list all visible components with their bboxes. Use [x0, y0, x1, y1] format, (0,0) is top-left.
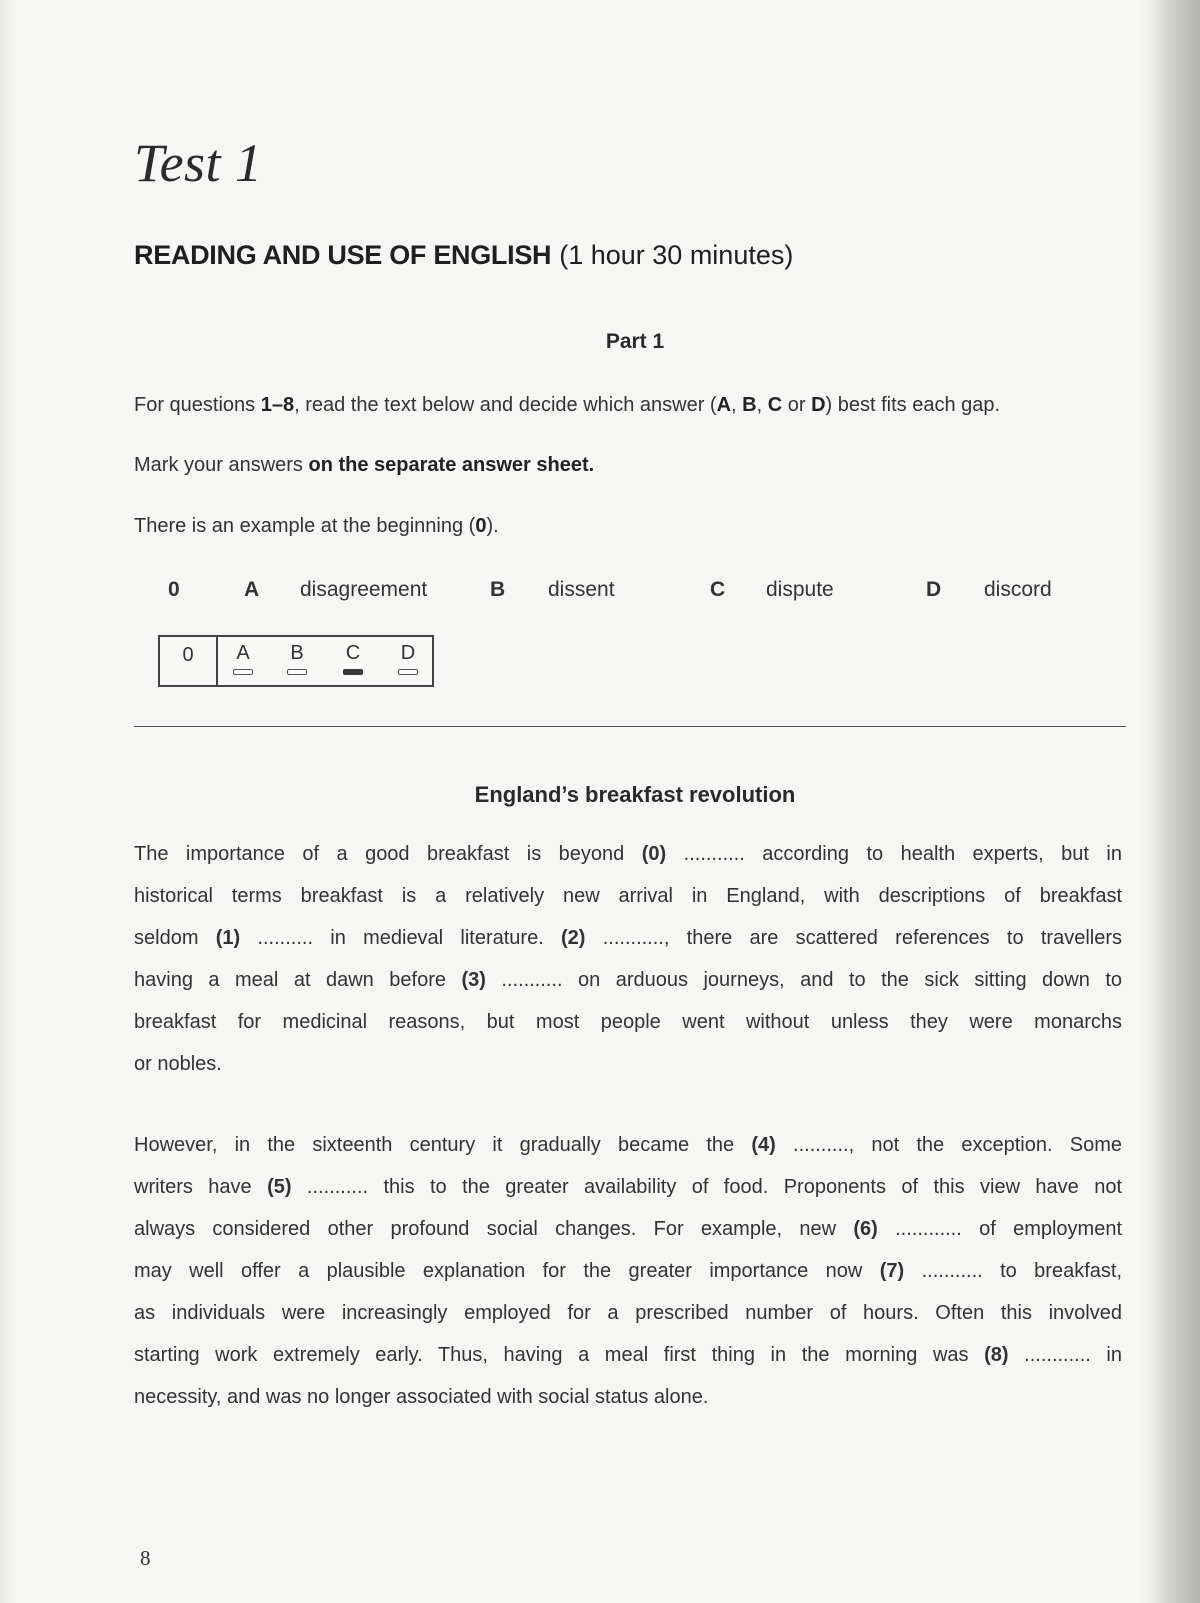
passage-text: necessity, and was no longer associated with social status alone. — [134, 1386, 709, 1408]
instruction-text: There is an example at the beginning ( — [134, 515, 476, 537]
passage-text: ..........., there are scattered references to travellers — [585, 927, 1123, 949]
passage-text: seldom — [134, 927, 216, 949]
answer-bubble — [233, 669, 253, 675]
passage-line — [134, 1334, 1122, 1376]
example-question-number: 0 — [168, 578, 180, 601]
passage-text: starting work extremely early. Thus, having a meal first thing in the morning was — [134, 1344, 985, 1366]
gap-number: (2) — [561, 927, 586, 949]
gap-number: (8) — [984, 1344, 1009, 1366]
gap-number: (7) — [879, 1260, 905, 1282]
gap-number: (4) — [751, 1134, 776, 1156]
option-letter: B — [742, 394, 757, 416]
passage-line — [134, 959, 1122, 1001]
passage-text: The importance of a good breakfast is beyond — [134, 843, 642, 865]
passage-text: historical terms breakfast is a relatively new arrival in England, with descriptions of breakfast — [134, 885, 1122, 907]
part-label: Part 1 — [605, 330, 665, 353]
instruction-text: , — [731, 394, 743, 416]
passage-text: writers have — [134, 1176, 268, 1198]
passage-text: ........... this to the greater availability of food. Proponents of this view have not — [291, 1176, 1122, 1198]
passage-title: England’s breakfast revolution — [474, 782, 796, 807]
passage-line — [134, 1292, 1122, 1334]
test-title: Test 1 — [134, 133, 263, 193]
instruction-text: , read the text below and decide which answer ( — [294, 394, 717, 416]
instruction-emphasis: on the separate answer sheet. — [308, 454, 595, 476]
passage-line — [134, 875, 1122, 917]
question-range: 1–8 — [260, 394, 295, 416]
section-title: READING AND USE OF ENGLISH — [134, 240, 552, 270]
passage-line — [134, 1376, 1122, 1418]
gap-number: (0) — [641, 843, 667, 865]
instruction-text: or — [782, 394, 812, 416]
section-duration: (1 hour 30 minutes) — [559, 240, 794, 270]
answer-option-label: C — [345, 642, 361, 664]
example-answer-box — [158, 635, 434, 687]
passage-line — [134, 1166, 1122, 1208]
passage-text: .......... in medieval literature. — [240, 927, 562, 949]
instruction-questions — [134, 394, 1000, 417]
passage-text: ........... to breakfast, — [904, 1260, 1123, 1282]
passage-line — [134, 1208, 1122, 1250]
gap-number: (5) — [267, 1176, 292, 1198]
option-letter: C — [767, 394, 783, 416]
example-option-letter-b: B — [490, 578, 506, 601]
example-number: 0 — [475, 515, 487, 537]
answer-box-number: 0 — [160, 637, 218, 685]
passage-text: ............ of employment — [877, 1218, 1123, 1240]
instruction-answer-sheet — [134, 454, 594, 477]
example-option-word-d: discord — [984, 578, 1052, 601]
example-option-letter-d: D — [926, 578, 942, 601]
example-option-word-b: dissent — [548, 578, 615, 601]
instruction-text: ). — [486, 515, 499, 537]
passage-text: ............ in — [1008, 1344, 1122, 1366]
passage-text: ........... according to health experts, but in — [666, 843, 1122, 865]
page-number: 8 — [140, 1546, 151, 1570]
instruction-text: ) best fits each gap. — [825, 394, 1001, 416]
answer-option-label: B — [290, 642, 304, 664]
answer-bubble — [398, 669, 418, 675]
example-option-word-c: dispute — [766, 578, 834, 601]
passage-line — [134, 833, 1122, 875]
instruction-text: , — [756, 394, 768, 416]
example-option-letter-c: C — [710, 578, 726, 601]
passage-text: breakfast for medicinal reasons, but most people went without unless they were monarchs — [134, 1011, 1122, 1033]
answer-option-c — [338, 639, 368, 675]
section-divider — [134, 726, 1126, 727]
example-option-letter-a: A — [244, 578, 260, 601]
passage-text: However, in the sixteenth century it gradually became the — [134, 1134, 752, 1156]
answer-bubble — [287, 669, 307, 675]
passage-text: as individuals were increasingly employed for a prescribed number of hours. Often this involved — [134, 1302, 1122, 1324]
gap-number: (1) — [215, 927, 241, 949]
passage-line — [134, 1043, 1122, 1085]
passage-line — [134, 917, 1122, 959]
instruction-example — [134, 515, 499, 538]
answer-option-b — [282, 639, 312, 675]
option-letter: A — [716, 394, 732, 416]
passage-paragraph-2 — [134, 1124, 1122, 1418]
passage-line — [134, 1250, 1122, 1292]
instruction-text: For questions — [134, 394, 261, 416]
answer-option-label: D — [400, 642, 416, 664]
section-heading — [134, 240, 793, 271]
passage-text: ........... on arduous journeys, and to the sick sitting down to — [485, 969, 1123, 991]
passage-text: .........., not the exception. Some — [775, 1134, 1122, 1156]
passage-paragraph-1 — [134, 833, 1122, 1085]
passage-text: may well offer a plausible explanation for the greater importance now — [134, 1260, 880, 1282]
passage-text: always considered other profound social changes. For example, new — [134, 1218, 854, 1240]
passage-text: having a meal at dawn before — [134, 969, 462, 991]
instruction-text: Mark your answers — [134, 454, 309, 476]
answer-option-label: A — [236, 642, 250, 664]
answer-option-a — [228, 639, 258, 675]
example-option-word-a: disagreement — [300, 578, 428, 601]
option-letter: D — [811, 394, 826, 416]
gap-number: (6) — [853, 1218, 878, 1240]
answer-option-d — [393, 639, 423, 675]
passage-line — [134, 1001, 1122, 1043]
passage-line — [134, 1124, 1122, 1166]
answer-bubble-filled — [343, 669, 363, 675]
passage-text: or nobles. — [134, 1053, 222, 1075]
gap-number: (3) — [461, 969, 486, 991]
